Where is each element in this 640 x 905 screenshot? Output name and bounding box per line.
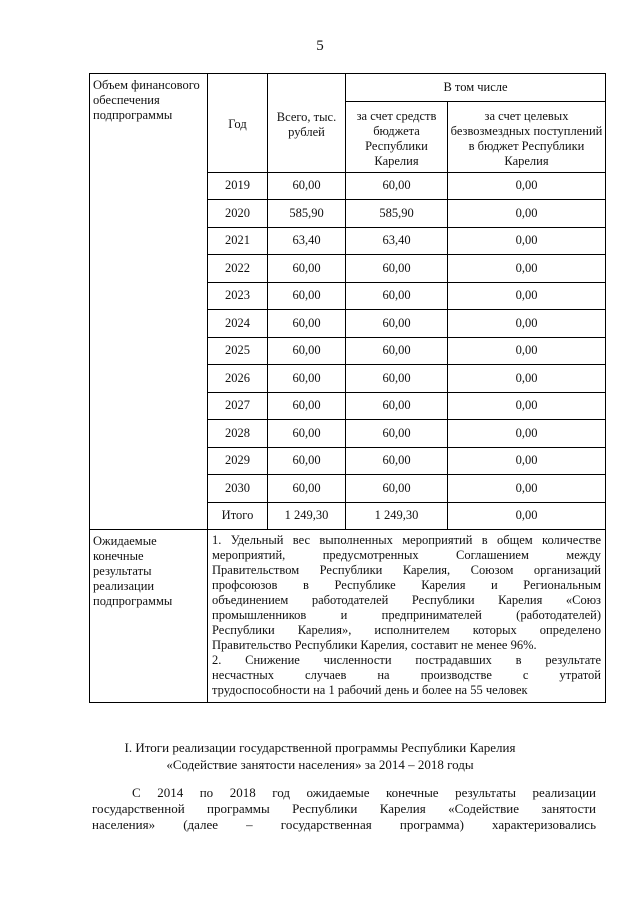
cell-total: 60,00 (268, 420, 346, 448)
cell-budget: 60,00 (346, 447, 448, 475)
results-line: 1. Удельный вес выполненных мероприятий в общем количестве (212, 533, 601, 547)
header-total: Всего, тыс. рублей (268, 74, 346, 173)
cell-budget: 60,00 (346, 365, 448, 393)
header-including: В том числе (346, 74, 606, 102)
cell-transfers: 0,00 (448, 200, 606, 228)
cell-transfers: 0,00 (448, 172, 606, 200)
results-line: мероприятий, предусмотренных Соглашением между (212, 548, 601, 562)
cell-year: Итого (208, 502, 268, 530)
heading-line: «Содействие занятости населения» за 2014 – 2018 годы (166, 756, 474, 772)
results-line: Республики Карелия», исполнителем которых определено (212, 623, 601, 637)
cell-year: 2025 (208, 337, 268, 365)
results-line: Правительством Республики Карелия, Союзом организаций (212, 563, 601, 577)
cell-transfers: 0,00 (448, 310, 606, 338)
results-line: 2. Снижение численности пострадавших в результате (212, 653, 601, 667)
paragraph-line: государственной программы Республики Карелия «Содействие занятости (92, 801, 596, 817)
cell-budget: 60,00 (346, 420, 448, 448)
financing-table (89, 73, 606, 703)
cell-year: 2029 (208, 447, 268, 475)
cell-budget: 60,00 (346, 310, 448, 338)
heading-line: I. Итоги реализации государственной программы Республики Карелия (124, 740, 516, 755)
cell-total: 585,90 (268, 200, 346, 228)
cell-total: 63,40 (268, 227, 346, 255)
cell-transfers: 0,00 (448, 420, 606, 448)
cell-transfers: 0,00 (448, 227, 606, 255)
results-label: Ожидаемые конечные результаты реализации подпрограммы (90, 530, 208, 703)
cell-budget: 60,00 (346, 172, 448, 200)
cell-year: 2022 (208, 255, 268, 283)
cell-transfers: 0,00 (448, 282, 606, 310)
cell-budget: 585,90 (346, 200, 448, 228)
cell-budget: 1 249,30 (346, 502, 448, 530)
results-line: Правительство Республики Карелия, составит не менее 96%. (212, 638, 537, 652)
cell-year: 2027 (208, 392, 268, 420)
cell-budget: 60,00 (346, 282, 448, 310)
cell-transfers: 0,00 (448, 502, 606, 530)
results-line: трудоспособности на 1 рабочий день и более на 55 человек (212, 683, 528, 697)
cell-transfers: 0,00 (448, 255, 606, 283)
cell-transfers: 0,00 (448, 337, 606, 365)
cell-budget: 60,00 (346, 255, 448, 283)
cell-total: 60,00 (268, 172, 346, 200)
cell-year: 2019 (208, 172, 268, 200)
results-line: несчастных случаев на производстве с утратой (212, 668, 601, 682)
cell-year: 2030 (208, 475, 268, 503)
paragraph-line: С 2014 по 2018 год ожидаемые конечные результаты реализации (132, 785, 596, 800)
cell-total: 60,00 (268, 475, 346, 503)
cell-total: 60,00 (268, 365, 346, 393)
body-paragraph (92, 785, 596, 834)
cell-total: 60,00 (268, 447, 346, 475)
cell-total: 60,00 (268, 392, 346, 420)
cell-year: 2024 (208, 310, 268, 338)
results-line: объединением работодателей Республики Карелия «Союз (212, 593, 601, 607)
cell-year: 2021 (208, 227, 268, 255)
cell-total: 60,00 (268, 310, 346, 338)
paragraph-line: населения» (далее – государственная программа) характеризовались (92, 817, 596, 833)
cell-budget: 60,00 (346, 392, 448, 420)
cell-budget: 60,00 (346, 475, 448, 503)
section-heading (0, 740, 640, 773)
cell-budget: 60,00 (346, 337, 448, 365)
header-year: Год (208, 74, 268, 173)
results-text (208, 530, 606, 703)
cell-transfers: 0,00 (448, 475, 606, 503)
cell-total: 1 249,30 (268, 502, 346, 530)
header-budget: за счет средств бюджета Республики Карелия (346, 101, 448, 172)
results-line: профсоюзов в Республике Карелия и Региональным (212, 578, 601, 592)
financing-label: Объем финансового обеспечения подпрограммы (90, 74, 208, 530)
cell-year: 2020 (208, 200, 268, 228)
results-line: промышленников и предпринимателей (работодателей) (212, 608, 601, 622)
cell-year: 2023 (208, 282, 268, 310)
cell-total: 60,00 (268, 282, 346, 310)
cell-transfers: 0,00 (448, 392, 606, 420)
header-transfers: за счет целевых безвозмездных поступлений в бюджет Республики Карелия (448, 101, 606, 172)
cell-total: 60,00 (268, 337, 346, 365)
cell-transfers: 0,00 (448, 447, 606, 475)
cell-year: 2028 (208, 420, 268, 448)
cell-year: 2026 (208, 365, 268, 393)
cell-transfers: 0,00 (448, 365, 606, 393)
cell-total: 60,00 (268, 255, 346, 283)
page-number: 5 (316, 38, 324, 54)
cell-budget: 63,40 (346, 227, 448, 255)
